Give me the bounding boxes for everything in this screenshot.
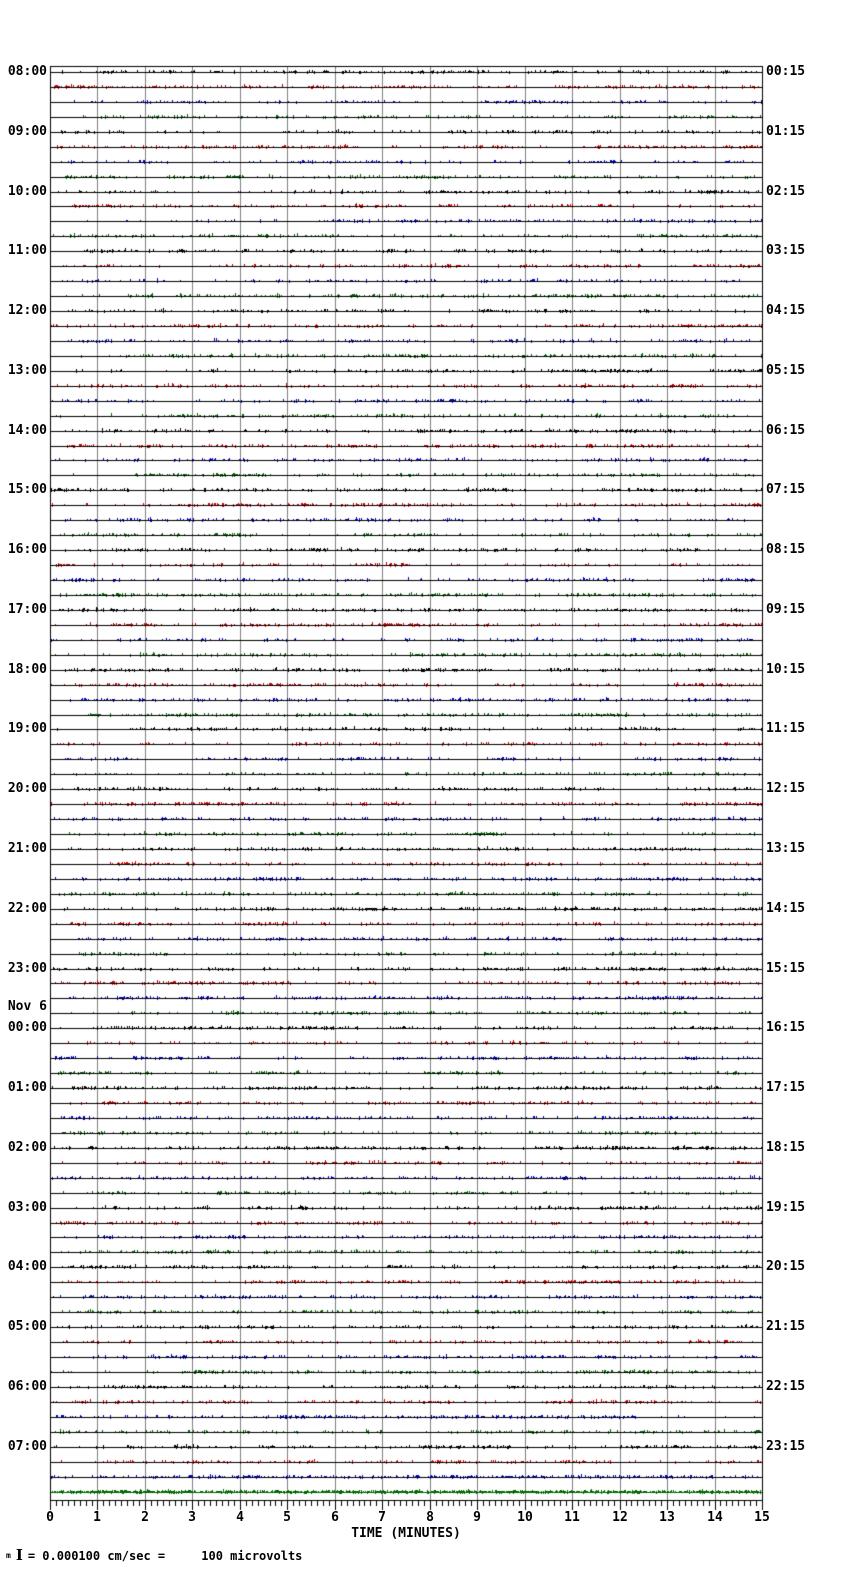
utc-hour-label: 13:00 <box>7 363 47 378</box>
pst-hour-label: 12:15 <box>766 781 806 796</box>
footer-scale-text: = 0.000100 cm/sec = 100 microvolts <box>27 1548 303 1563</box>
utc-hour-label: 02:00 <box>7 1140 47 1155</box>
utc-hour-label: 21:00 <box>7 841 47 856</box>
pst-hour-label: 17:15 <box>766 1080 806 1095</box>
utc-hour-label: 14:00 <box>7 423 47 438</box>
minute-tick-label: 2 <box>141 1510 149 1525</box>
utc-hour-label: 03:00 <box>7 1200 47 1215</box>
utc-hour-label: 09:00 <box>7 124 47 139</box>
utc-hour-label: 16:00 <box>7 542 47 557</box>
pst-hour-label: 00:15 <box>766 64 806 79</box>
pst-hour-label: 20:15 <box>766 1259 806 1274</box>
utc-hour-label: 08:00 <box>7 64 47 79</box>
pst-hour-label: 19:15 <box>766 1200 806 1215</box>
utc-hour-label: 17:00 <box>7 602 47 617</box>
minute-tick-label: 6 <box>331 1510 339 1525</box>
utc-hour-label: 05:00 <box>7 1319 47 1334</box>
pst-hour-label: 13:15 <box>766 841 806 856</box>
utc-hour-label: 22:00 <box>7 901 47 916</box>
minute-tick-label: 8 <box>426 1510 434 1525</box>
pst-hour-label: 03:15 <box>766 243 806 258</box>
footer-scale-bar-icon: I <box>15 1546 23 1564</box>
footer-scale-line <box>6 1548 302 1563</box>
utc-hour-label: 07:00 <box>7 1439 47 1454</box>
pst-hour-label: 07:15 <box>766 482 806 497</box>
minute-tick-label: 12 <box>612 1510 628 1525</box>
pst-hour-label: 02:15 <box>766 184 806 199</box>
date-note-label: Nov 6 <box>7 999 47 1014</box>
minute-tick-label: 1 <box>93 1510 101 1525</box>
pst-hour-label: 10:15 <box>766 662 806 677</box>
utc-hour-label: 11:00 <box>7 243 47 258</box>
minute-tick-label: 14 <box>707 1510 723 1525</box>
minute-tick-label: 15 <box>754 1510 770 1525</box>
utc-hour-label: 10:00 <box>7 184 47 199</box>
minute-tick-label: 0 <box>46 1510 54 1525</box>
pst-hour-label: 09:15 <box>766 602 806 617</box>
minute-tick-label: 5 <box>283 1510 291 1525</box>
minute-tick-label: 3 <box>188 1510 196 1525</box>
utc-hour-label: 19:00 <box>7 721 47 736</box>
utc-hour-label: 06:00 <box>7 1379 47 1394</box>
utc-hour-label: 04:00 <box>7 1259 47 1274</box>
pst-hour-label: 11:15 <box>766 721 806 736</box>
utc-hour-label: 23:00 <box>7 961 47 976</box>
pst-hour-label: 06:15 <box>766 423 806 438</box>
pst-hour-label: 18:15 <box>766 1140 806 1155</box>
pst-hour-label: 08:15 <box>766 542 806 557</box>
utc-hour-label: 00:00 <box>7 1020 47 1035</box>
minute-tick-label: 4 <box>236 1510 244 1525</box>
utc-hour-label: 01:00 <box>7 1080 47 1095</box>
utc-hour-label: 15:00 <box>7 482 47 497</box>
footer-prefix: m <box>6 1551 11 1560</box>
pst-hour-label: 22:15 <box>766 1379 806 1394</box>
pst-hour-label: 05:15 <box>766 363 806 378</box>
pst-hour-label: 21:15 <box>766 1319 806 1334</box>
pst-hour-label: 14:15 <box>766 901 806 916</box>
pst-hour-label: 16:15 <box>766 1020 806 1035</box>
utc-hour-label: 20:00 <box>7 781 47 796</box>
minute-tick-label: 9 <box>473 1510 481 1525</box>
minute-tick-label: 10 <box>517 1510 533 1525</box>
pst-hour-label: 01:15 <box>766 124 806 139</box>
utc-hour-label: 12:00 <box>7 303 47 318</box>
pst-hour-label: 15:15 <box>766 961 806 976</box>
x-axis-title: TIME (MINUTES) <box>351 1526 461 1541</box>
pst-hour-label: 23:15 <box>766 1439 806 1454</box>
minute-tick-label: 7 <box>378 1510 386 1525</box>
utc-hour-label: 18:00 <box>7 662 47 677</box>
minute-tick-label: 13 <box>659 1510 675 1525</box>
pst-hour-label: 04:15 <box>766 303 806 318</box>
minute-tick-label: 11 <box>564 1510 580 1525</box>
